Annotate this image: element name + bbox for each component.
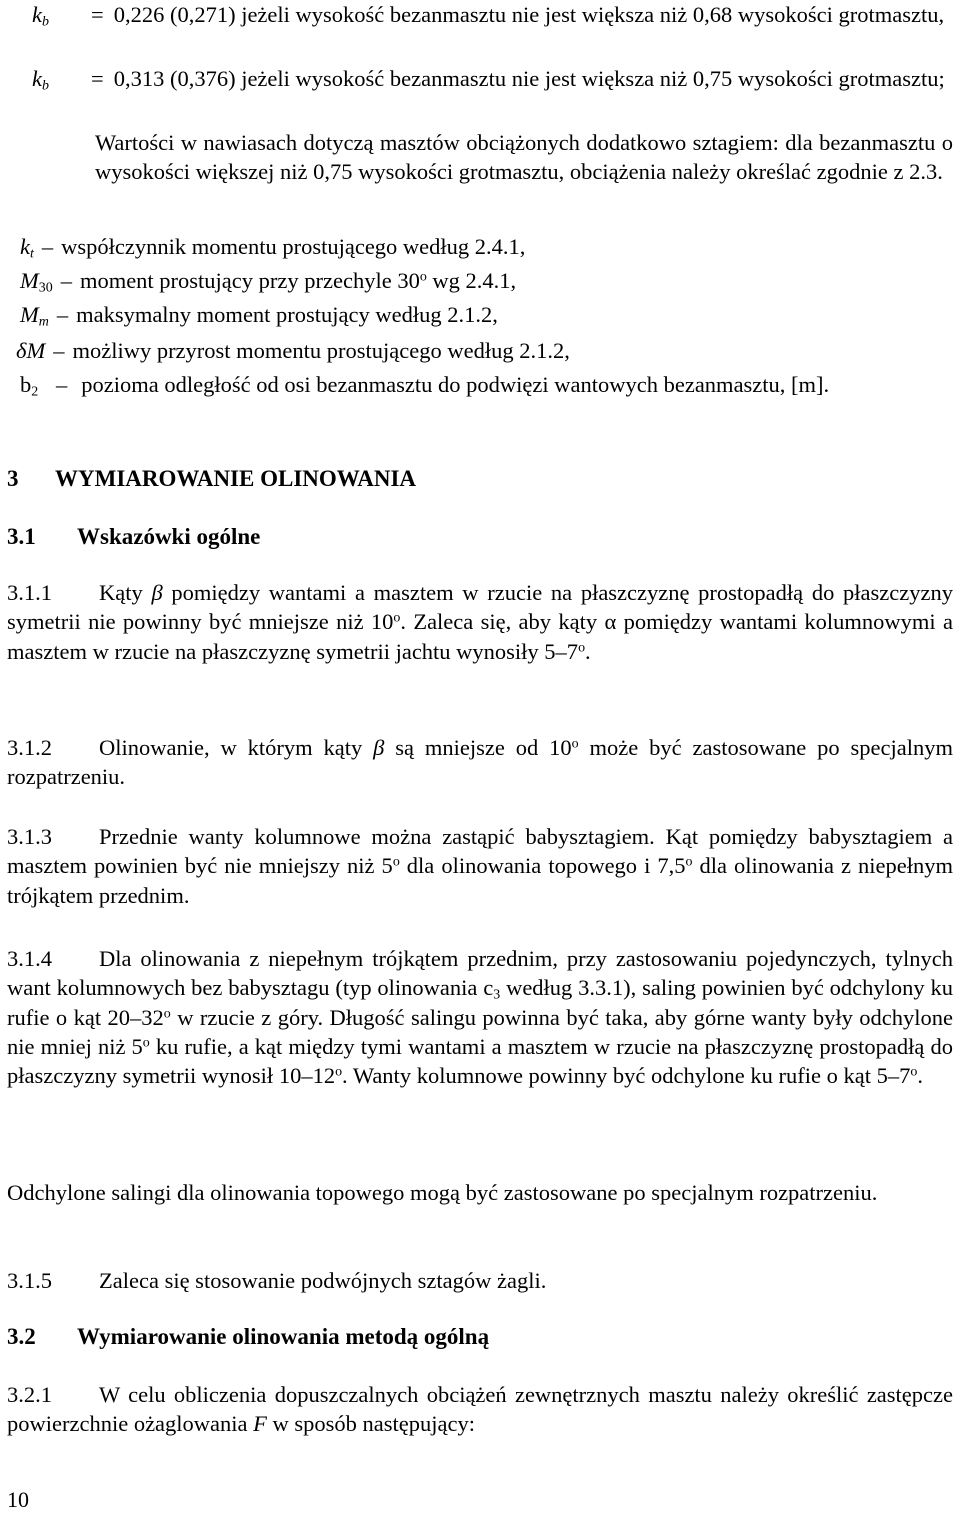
symbol: $k_b$ bbox=[32, 2, 49, 30]
paragraph-number: 3.1.5 bbox=[7, 1268, 52, 1293]
definition-kt bbox=[14, 232, 953, 261]
heading-number: 3.1 bbox=[7, 524, 36, 549]
paragraph-3-1-5: 3.1.5 Zaleca się stosowanie podwójnych sztagów żagli. bbox=[7, 1266, 953, 1295]
definition-b2 bbox=[14, 370, 953, 399]
symbol: δM bbox=[16, 338, 46, 363]
equals-sign: = bbox=[91, 2, 104, 27]
definition-text: 0,226 (0,271) jeżeli wysokość bezanmasztu nie jest większa niż 0,68 wysokości grotmasztu, bbox=[113, 2, 945, 27]
section-heading-3-1 bbox=[7, 522, 260, 552]
definition-delta-m bbox=[14, 336, 953, 365]
paragraph-3-1-4-continued: Odchylone salingi dla olinowania topowego mogą być zastosowane po specjalnym rozpatrzeniu. bbox=[7, 1180, 878, 1205]
paragraph-3-1-2: 3.1.2 Olinowanie, w którym kąty β są mniejsze od 10$^o$ może być zastosowane po specjalnym rozpatrzeniu. bbox=[7, 735, 953, 790]
definition-kb-1 bbox=[0, 0, 953, 29]
dash: – bbox=[60, 268, 72, 293]
paragraph-3-2-1: 3.2.1 W celu obliczenia dopuszczalnych obciążeń zewnętrznych masztu należy określić zastępcze powierzchnie ożaglowania F w sposób następujący: bbox=[7, 1382, 953, 1437]
definition-mm bbox=[14, 300, 953, 329]
equals-sign: = bbox=[91, 66, 104, 91]
paragraph-3-1-1: 3.1.1 Kąty β pomiędzy wantami a masztem w rzucie na płaszczyznę prostopadłą do płaszczyzny symetrii nie powinny być mniejsze niż 10$^o$. Zaleca się, aby kąty α pomiędzy wantami kolumnowymi a masztem w rzucie na płaszczyznę symetrii jachtu wynosiły 5–7$^o$. bbox=[7, 580, 953, 664]
section-heading-3 bbox=[7, 464, 416, 494]
paragraph-number: 3.2.1 bbox=[7, 1382, 52, 1407]
heading-number: 3 bbox=[7, 466, 19, 491]
heading-title: WYMIAROWANIE OLINOWANIA bbox=[55, 466, 417, 491]
definition-m30 bbox=[14, 266, 953, 295]
symbol: $b_2$ bbox=[20, 372, 39, 400]
definition-note: Wartości w nawiasach dotyczą masztów obciążonych dodatkowo sztagiem: dla bezanmasztu o wysokości większej niż 0,75 wysokości grotmasztu, obciążenia należy określać zgodnie z 2.3. bbox=[95, 130, 953, 185]
heading-number: 3.2 bbox=[7, 1324, 36, 1349]
heading-title: Wskazówki ogólne bbox=[77, 524, 261, 549]
definition-text: 0,313 (0,376) jeżeli wysokość bezanmasztu nie jest większa niż 0,75 wysokości grotmasztu; bbox=[113, 66, 945, 91]
symbol: $k_b$ bbox=[32, 66, 49, 94]
dash: – bbox=[41, 234, 54, 259]
symbol: $k_t$ bbox=[20, 234, 34, 262]
definition-text: pozioma odległość od osi bezanmasztu do podwięzi wantowych bezanmasztu, [m]. bbox=[81, 372, 830, 397]
dash: – bbox=[53, 338, 65, 363]
section-heading-3-2 bbox=[7, 1322, 489, 1352]
paragraph-number: 3.1.4 bbox=[7, 946, 52, 971]
page-number: 10 bbox=[7, 1487, 29, 1512]
paragraph-3-1-3: 3.1.3 Przednie wanty kolumnowe można zastąpić babysztagiem. Kąt pomiędzy babysztagiem a masztem powinien być nie mniejszy niż 5$^o$ dla olinowania topowego i 7,5$^o$ dla olinowania z niepełnym trójkątem przednim. bbox=[7, 824, 953, 908]
paragraph-number: 3.1.1 bbox=[7, 580, 52, 605]
definition-text: możliwy przyrost momentu prostującego według 2.1.2, bbox=[72, 338, 570, 363]
heading-title: Wymiarowanie olinowania metodą ogólną bbox=[77, 1324, 490, 1349]
symbol: $M_{30}$ bbox=[20, 268, 53, 296]
dash: – bbox=[56, 372, 68, 397]
definition-text: współczynnik momentu prostującego według 2.4.1, bbox=[61, 234, 526, 259]
dash: – bbox=[56, 302, 69, 327]
paragraph-number: 3.1.2 bbox=[7, 735, 52, 760]
symbol: $M_m$ bbox=[20, 302, 49, 330]
definition-text: maksymalny moment prostujący według 2.1.2, bbox=[76, 302, 498, 327]
paragraph-3-1-4: 3.1.4 Dla olinowania z niepełnym trójkątem przednim, przy zastosowaniu pojedynczych, tylnych want kolumnowych bez babysztagu (typ olinowania $c_3$ według 3.3.1), saling powinien być odchylony ku rufie o kąt 20–32$^o$ w rzucie z góry. Długość salingu powinna być taka, aby górne wanty były odchylone nie mniej niż 5$^o$ ku rufie, a kąt między tymi wantami a masztem w rzucie na płaszczyznę prostopadłą do płaszczyzny symetrii wynosił 10–12$^o$. Wanty kolumnowe powinny być odchylone ku rufie o kąt 5–7$^o$. bbox=[7, 946, 954, 1088]
definition-text: moment prostujący przy przechyle 30$^o$ wg 2.4.1, bbox=[79, 268, 517, 293]
definition-kb-2 bbox=[0, 64, 953, 93]
paragraph-number: 3.1.3 bbox=[7, 824, 52, 849]
